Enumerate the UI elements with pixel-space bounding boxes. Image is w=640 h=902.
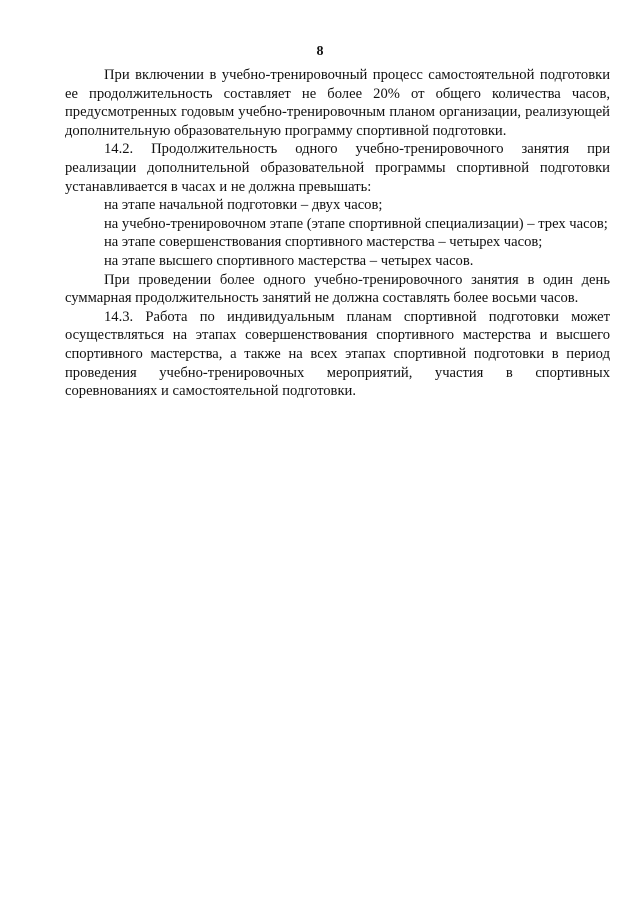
document-body	[65, 66, 610, 401]
list-item-higher-stage: на этапе высшего спортивного мастерства – четырех часов.	[104, 252, 474, 269]
paragraph-multiple-sessions: При проведении более одного учебно-тренировочного занятия в один день суммарная продолжительность занятий не должна составлять более восьми часов.	[65, 271, 610, 307]
paragraph-14-3: 14.3. Работа по индивидуальным планам спортивной подготовки может осуществляться на этапах совершенствования спортивного мастерства и высшего спортивного мастерства, а также на всех этапах спортивной подготовки в период проведения учебно-тренировочных мероприятий, участия в спортивных соревнованиях и самостоятельной подготовки.	[65, 308, 610, 400]
list-item-improvement-stage: на этапе совершенствования спортивного мастерства – четырех часов;	[104, 234, 543, 251]
list-item-training-stage: на учебно-тренировочном этапе (этапе спортивной специализации) – трех часов;	[104, 215, 608, 232]
list-item-initial-stage: на этапе начальной подготовки – двух часов;	[104, 197, 383, 214]
page-number: 8	[316, 44, 324, 59]
paragraph-self-preparation: При включении в учебно-тренировочный процесс самостоятельной подготовки ее продолжительность составляет не более 20% от общего количества часов, предусмотренных годовым учебно-тренировочным планом организации, реализующей дополнительную образовательную программу спортивной подготовки.	[65, 67, 610, 139]
paragraph-14-2: 14.2. Продолжительность одного учебно-тренировочного занятия при реализации дополнительной образовательной программы спортивной подготовки устанавливается в часах и не должна превышать:	[65, 141, 610, 195]
